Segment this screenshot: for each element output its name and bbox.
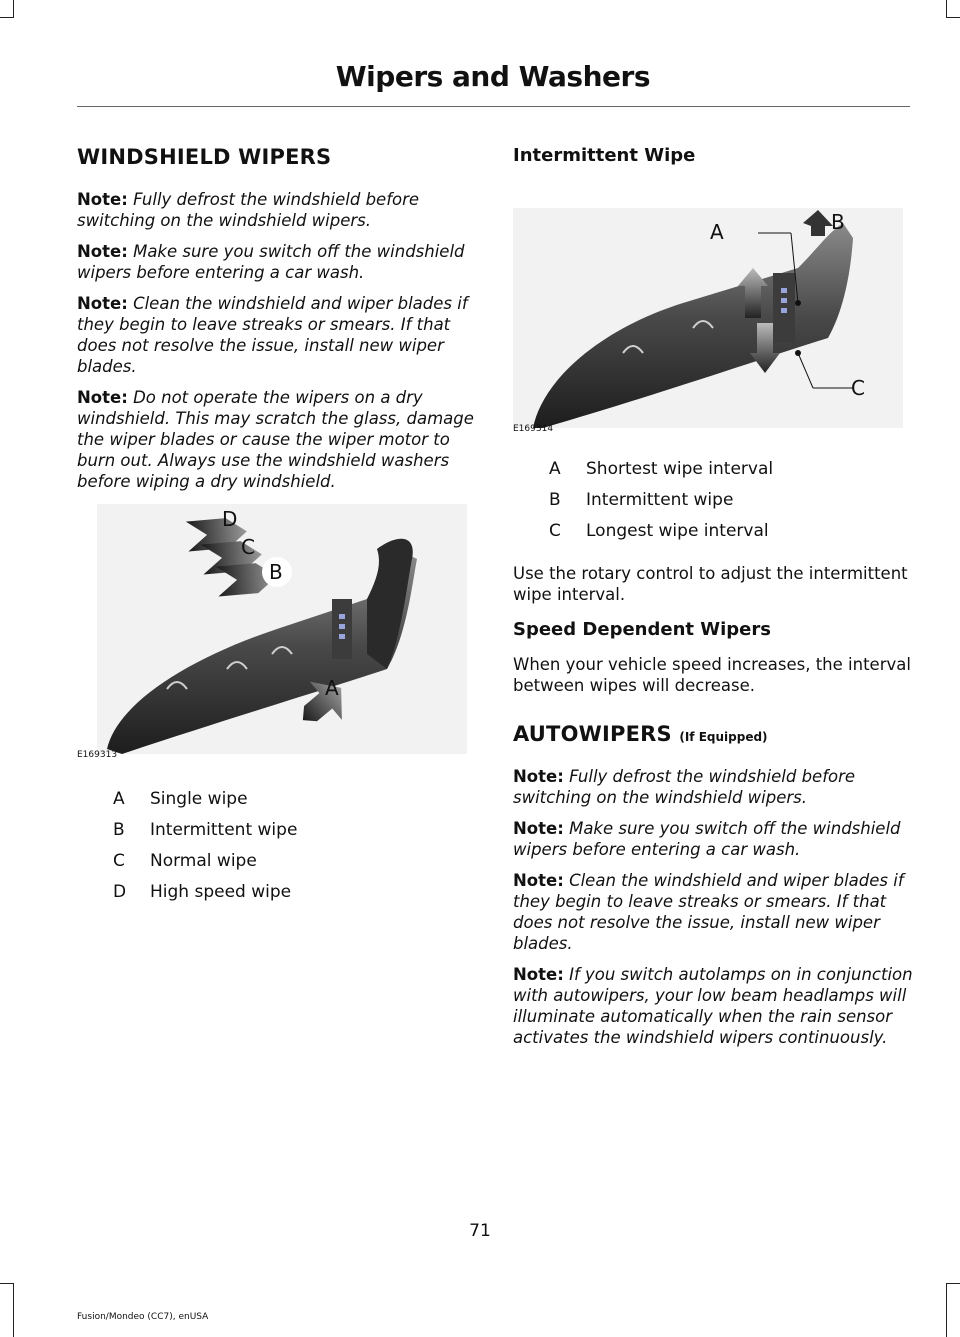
equipped-badge: (If Equipped) — [679, 730, 768, 744]
wiper-stalk-figure — [77, 504, 477, 764]
right-column — [513, 145, 913, 1058]
legend-key: A — [549, 459, 561, 479]
crop-mark — [946, 0, 947, 18]
note — [513, 818, 913, 860]
header-rule — [77, 106, 910, 107]
note-label: Note: — [513, 819, 564, 838]
figure-code: E169313 — [77, 750, 118, 760]
legend-key: C — [549, 521, 561, 541]
legend-list — [77, 784, 477, 908]
note-text: Make sure you switch off the windshield wipers before entering a car wash. — [513, 819, 901, 859]
crop-mark — [0, 17, 14, 18]
legend-key: A — [113, 789, 125, 809]
crop-mark — [0, 1283, 14, 1284]
legend-value: Shortest wipe interval — [586, 459, 774, 479]
legend-key: B — [549, 490, 561, 510]
note-label: Note: — [77, 294, 128, 313]
footer-model: Fusion/Mondeo (CC7), enUSA — [77, 1312, 209, 1322]
section-title-intermittent-wipe: Intermittent Wipe — [513, 145, 696, 166]
note-text: Do not operate the wipers on a dry windshield. This may scratch the glass, damage the wiper blades or cause the wiper motor to burn out. Always use the windshield washers before wiping a dry windshield. — [77, 388, 474, 491]
note — [77, 387, 477, 492]
crop-mark — [946, 17, 960, 18]
legend-value: Intermittent wipe — [150, 820, 298, 840]
section-title-speed-dependent: Speed Dependent Wipers — [513, 619, 771, 640]
note-text: Fully defrost the windshield before switching on the windshield wipers. — [513, 767, 856, 807]
note — [77, 241, 477, 283]
note — [513, 964, 913, 1048]
note-text: Clean the windshield and wiper blades if they begin to leave streaks or smears. If that does not resolve the issue, install new wiper blades. — [77, 294, 468, 376]
wiper-stalk-illustration — [77, 504, 477, 764]
callout-b: B — [269, 560, 283, 584]
page-title: Wipers and Washers — [335, 60, 650, 93]
legend-item — [77, 815, 477, 846]
callout-a: A — [710, 220, 724, 244]
legend-value: Normal wipe — [150, 851, 257, 871]
note — [513, 766, 913, 808]
legend-item — [77, 877, 477, 908]
figure-code: E169314 — [513, 424, 554, 434]
note-label: Note: — [77, 388, 128, 407]
note-label: Note: — [513, 871, 564, 890]
note — [77, 293, 477, 377]
left-column — [77, 145, 477, 924]
speed-text: When your vehicle speed increases, the interval between wipes will decrease. — [513, 655, 911, 695]
callout-d: D — [222, 507, 238, 531]
legend-value: Intermittent wipe — [586, 490, 734, 510]
note-label: Note: — [77, 190, 128, 209]
legend-item — [77, 846, 477, 877]
rotary-control-figure — [513, 178, 913, 438]
note-text: Fully defrost the windshield before switching on the windshield wipers. — [77, 190, 420, 230]
callout-c: C — [241, 535, 255, 559]
legend-value: High speed wipe — [150, 882, 292, 902]
legend-item — [513, 454, 913, 485]
crop-mark — [946, 1283, 947, 1337]
legend-value: Single wipe — [150, 789, 248, 809]
legend-item — [513, 485, 913, 516]
callout-a: A — [325, 676, 339, 700]
note-label: Note: — [513, 767, 564, 786]
page-number: 71 — [469, 1221, 491, 1241]
note-label: Note: — [513, 965, 564, 984]
callout-b: B — [831, 210, 845, 234]
callout-c: C — [851, 376, 865, 400]
autowipers-title: AUTOWIPERS — [513, 722, 672, 746]
legend-key: D — [113, 882, 127, 902]
legend-item — [77, 784, 477, 815]
legend-key: B — [113, 820, 125, 840]
note-label: Note: — [77, 242, 128, 261]
section-title-autowipers — [513, 722, 913, 746]
note-text: Clean the windshield and wiper blades if they begin to leave streaks or smears. If that does not resolve the issue, install new wiper blades. — [513, 871, 904, 953]
legend-item — [513, 516, 913, 547]
note — [77, 189, 477, 231]
crop-mark — [13, 0, 14, 18]
section-title-windshield-wipers: WINDSHIELD WIPERS — [77, 145, 332, 169]
note-text: If you switch autolamps on in conjunction with autowipers, your low beam headlamps will illuminate automatically when the rain sensor activates the windshield wipers continuously. — [513, 965, 913, 1047]
legend-list — [513, 454, 913, 547]
legend-value: Longest wipe interval — [586, 521, 769, 541]
crop-mark — [13, 1283, 14, 1337]
legend-key: C — [113, 851, 125, 871]
rotary-text: Use the rotary control to adjust the intermittent wipe interval. — [513, 564, 908, 604]
note — [513, 870, 913, 954]
crop-mark — [946, 1283, 960, 1284]
note-text: Make sure you switch off the windshield wipers before entering a car wash. — [77, 242, 465, 282]
